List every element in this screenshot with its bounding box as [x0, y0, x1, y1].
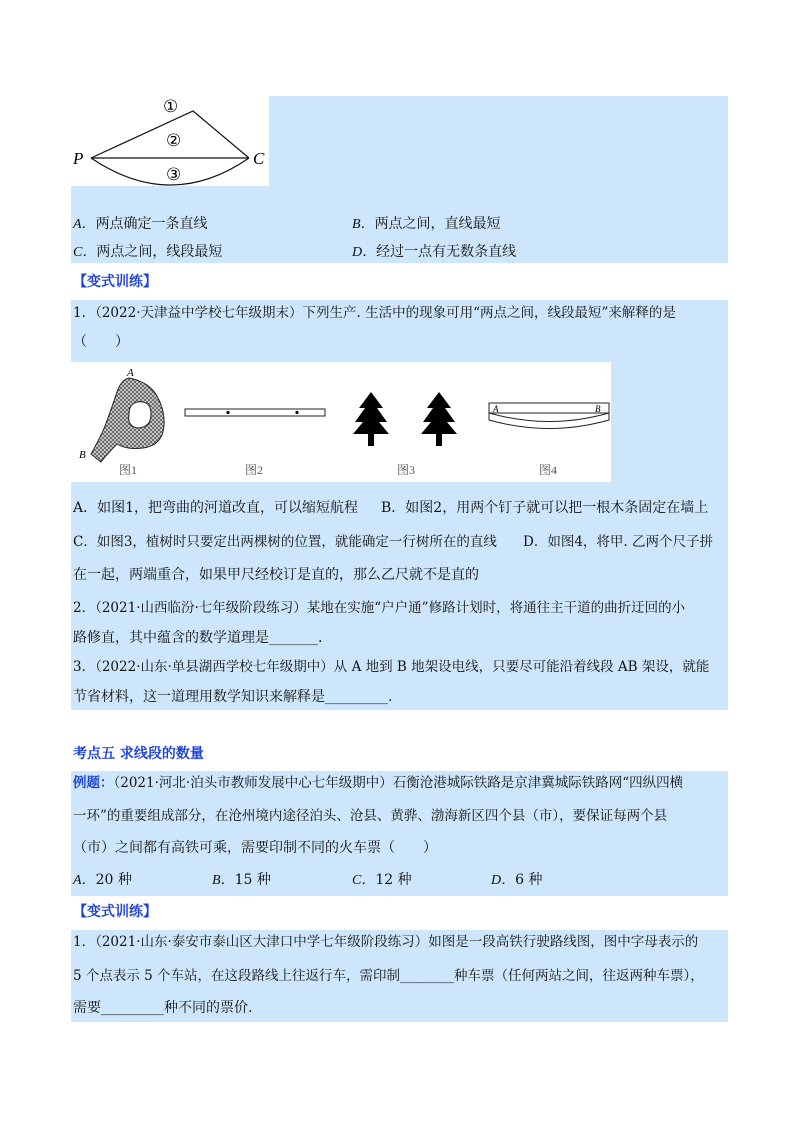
fig1-label-b: B [79, 449, 86, 461]
example-line1: 例题：（2021·河北·泊头市教师发展中心七年级期中）石衡沧港城际铁路是京津冀城际铁路网“四纵四横 [73, 775, 684, 791]
example-option-b: B．15 种 [212, 872, 271, 888]
fig2-wood-strip [185, 409, 325, 416]
q3-line2: 节省材料，这一道理用数学知识来解释是_________. [73, 689, 393, 705]
example-option-a: A．20 种 [73, 872, 132, 888]
fig4-label-b: B [595, 404, 601, 414]
path-label-1: ① [163, 97, 179, 116]
fig3-tree-2 [421, 392, 457, 446]
fig2-nail-2 [295, 411, 298, 414]
q1-line1: 1．（2022·天津益中学校七年级期末）下列生产. 生活中的现象可用“两点之间，线段最短”来解释的是 [73, 305, 676, 321]
fig3-tree-1 [353, 392, 389, 446]
q1-line2: （ ） [73, 334, 129, 350]
example-line2: 一环”的重要组成部分，在沧州境内途径泊头、沧县、黄骅、渤海新区四个县（市），要保证每两个县 [73, 808, 668, 824]
example-option-d: D．6 种 [491, 872, 543, 888]
s3-q1-line1: 1．（2021·山东·泰安市泰山区大津口中学七年级阶段练习）如图是一段高铁行驶路线图，图中字母表示的 [73, 934, 699, 950]
example-label: 例题： [73, 775, 114, 791]
q3-line1: 3．（2022·山东·单县湖西学校七年级期中）从 A 地到 B 地架设电线，只要尽可能沿着线段 AB 架设，就能 [73, 659, 710, 675]
section-title-topic-5: 考点五 求线段的数量 [73, 746, 204, 762]
q1-option-c: C．如图3，植树时只要定出两棵树的位置，就能确定一行树所在的直线 [73, 534, 497, 550]
prev-option-d: D．经过一点有无数条直线 [352, 244, 517, 260]
q1-figures [71, 362, 611, 482]
q1-option-d-cont: 在一起，两端重合，如果甲尺经校订是直的，那么乙尺就不是直的 [73, 567, 479, 583]
prev-option-b: B．两点之间，直线最短 [352, 216, 501, 232]
fig1-label-a: A [127, 367, 134, 379]
fig1-caption: 图1 [119, 463, 138, 477]
fig4-ruler-bottom [489, 413, 609, 429]
s3-q1-line3: 需要_________种不同的票价. [73, 1000, 253, 1016]
example-line3: （市）之间都有高铁可乘，需要印制不同的火车票（ ） [73, 840, 437, 856]
q2-line2: 路修直，其中蕴含的数学道理是_______. [73, 630, 323, 646]
prev-option-c: C．两点之间，线段最短 [73, 244, 223, 260]
q1-option-d: D．如图4，将甲. 乙两个尺子拼 [523, 534, 713, 550]
q1-option-a: A．如图1，把弯曲的河道改直，可以缩短航程 [73, 500, 359, 516]
fig4-label-a: A [493, 404, 499, 414]
fig1-river-shape [91, 378, 164, 462]
prev-option-a: A．两点确定一条直线 [73, 216, 208, 232]
s3-q1-line2: 5 个点表示 5 个车站，在这段路线上往返行车，需印制________种车票（任何两站之间，往返两种车票）， [73, 968, 704, 984]
q1-option-b: B．如图2，用两个钉子就可以把一根木条固定在墙上 [381, 500, 709, 516]
label-c: C [253, 149, 265, 168]
fig3-caption: 图3 [397, 463, 416, 477]
fig1-island [129, 402, 151, 428]
fig4-ruler-top [489, 403, 609, 413]
q2-line1: 2．（2021·山西临汾·七年级阶段练习）某地在实施“户户通”修路计划时，将通往主干道的曲折迂回的小 [73, 600, 686, 616]
label-p: P [73, 149, 84, 168]
section-heading-variant-1: 【变式训练】 [73, 274, 157, 290]
fig2-caption: 图2 [245, 463, 264, 477]
path-label-2: ② [166, 131, 182, 150]
fig4-caption: 图4 [539, 463, 558, 477]
sector-figure [71, 92, 271, 188]
path-label-3: ③ [166, 165, 182, 184]
example-option-c: C．12 种 [352, 872, 412, 888]
section-heading-variant-2: 【变式训练】 [73, 904, 157, 920]
fig2-nail-1 [226, 411, 229, 414]
